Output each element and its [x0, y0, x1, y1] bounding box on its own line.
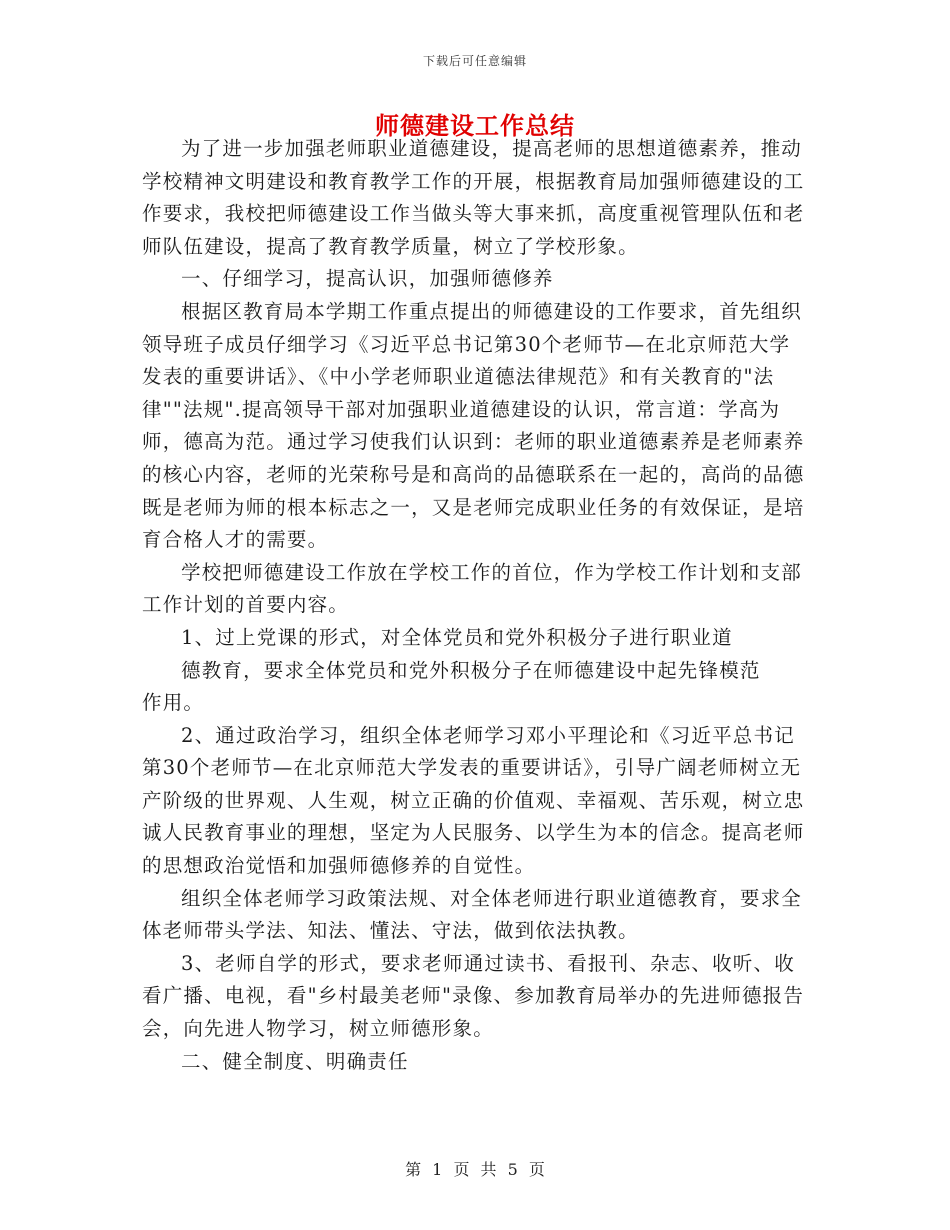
page-header-note: 下载后可任意编辑	[422, 54, 527, 68]
list-item-1-line-1: 1、过上党课的形式，对全体党员和党外积极分子进行职业道	[181, 625, 733, 649]
list-item-3: 3、老师自学的形式，要求老师通过读书、看报刊、杂志、收听、收看广播、电视，看"乡村最美老师"录像、参加教育局举办的先进师德报告会，向先进人物学习，树立师德形象。	[142, 951, 805, 1041]
paragraph-priority: 学校把师德建设工作放在学校工作的首位，作为学校工作计划和支部工作计划的首要内容。	[142, 560, 803, 617]
paragraph-study: 根据区教育局本学期工作重点提出的师德建设的工作要求，首先组织领导班子成员仔细学习《习近平总书记第30个老师节—在北京师范大学发表的重要讲话》、《中小学老师职业道德法律规范》和有关教育的"法律""法规".提高领导干部对加强职业道德建设的认识，常言道：学高为师，德高为范。通过学习使我们认识到：老师的职业道德素养是老师素养的核心内容，老师的光荣称号是和高尚的品德联系在一起的，高尚的品德既是老师为师的根本标志之一，又是老师完成职业任务的有效保证，是培育合格人才的需要。	[142, 299, 805, 552]
list-item-2: 2、通过政治学习，组织全体老师学习邓小平理论和《习近平总书记第30个老师节—在北京师范大学发表的重要讲话》，引导广阔老师树立无产阶级的世界观、人生观，树立正确的价值观、幸福观、苦乐观，树立忠诚人民教育事业的理想，坚定为人民服务、以学生为本的信念。提高老师的思想政治觉悟和加强师德修养的自觉性。	[142, 723, 805, 878]
section-heading-1: 一、仔细学习，提高认识，加强师德修养	[181, 267, 554, 291]
page-footer: 第 1 页 共 5 页	[405, 1160, 545, 1179]
list-item-1-line-2: 德教育，要求全体党员和党外积极分子在师德建设中起先锋模范	[181, 658, 761, 682]
document-title: 师德建设工作总结	[375, 111, 575, 140]
list-item-1-line-3: 作用。	[142, 691, 205, 715]
paragraph-intro: 为了进一步加强老师职业道德建设，提高老师的思想道德素养，推动学校精神文明建设和教育教学工作的开展，根据教育局加强师德建设的工作要求，我校把师德建设工作当做头等大事来抓，高度重视管理队伍和老师队伍建设，提高了教育教学质量，树立了学校形象。	[142, 137, 805, 258]
section-heading-2: 二、健全制度、明确责任	[181, 1049, 409, 1073]
paragraph-regulations: 组织全体老师学习政策法规、对全体老师进行职业道德教育，要求全体老师带头学法、知法、懂法、守法，做到依法执教。	[142, 886, 803, 943]
document-body	[142, 133, 810, 1078]
